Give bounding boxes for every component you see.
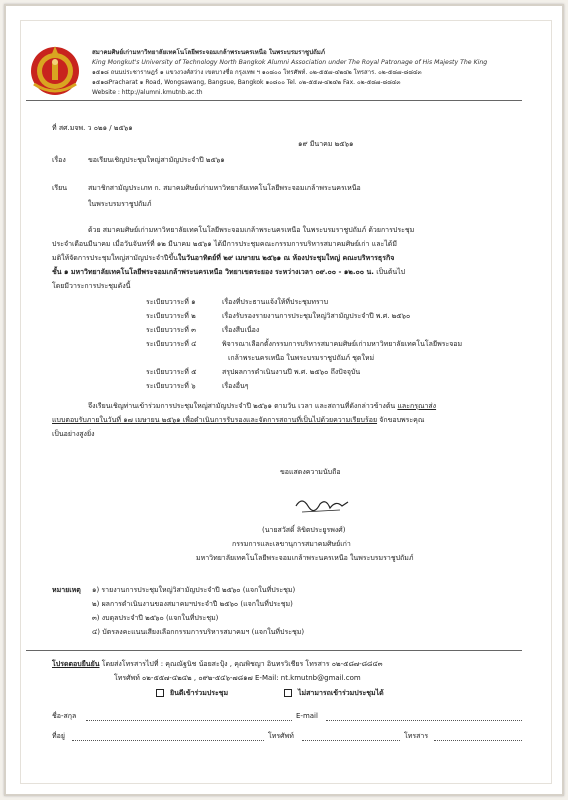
body-line-5: โดยมีวาระการประชุมดังนี้ (52, 282, 131, 290)
reply-line-2: โทรศัพท์ ๐๒-๕๕๗-๔๒๔๒ , ๐๙๒-๕๔๖-๗๘๑๗ E-Mail: nt.kmutnb@gmail.com (114, 674, 361, 682)
org-name-thai: สมาคมศิษย์เก่ามหาวิทยาลัยเทคโนโลยีพระจอมเกล้าพระนครเหนือ ในพระบรมราชูปถัมภ์ (92, 49, 325, 56)
agenda-label: ระเบียบวาระที่ ๒ (146, 312, 196, 320)
invite-line-2 (52, 416, 424, 425)
address-thai: ๑๕๑๘ ถนนประชาราษฎร์ ๑ แขวงวงศ์สว่าง เขตบางซื่อ กรุงเทพ ฯ ๑๐๘๐๐ โทรศัพท์. ๐๒-๕๕๗-๔๒๔๒ โทรสาร. ๐๒-๕๘๗-๘๘๔๓ (92, 69, 422, 76)
note-item: ๑) รายงานการประชุมใหญ่วิสามัญประจำปี ๒๕๖๐ (แจกในที่ประชุม) (92, 586, 296, 594)
meeting-venue-time: ชั้น ๑ มหาวิทยาลัยเทคโนโลยีพระจอมเกล้าพระนครเหนือ วิทยาเขตระยอง ระหว่างเวลา ๐๙.๐๐ - ๑๒.๐๐ น. (52, 268, 374, 276)
body-line-3 (52, 254, 394, 263)
agenda-label: ระเบียบวาระที่ ๓ (146, 326, 196, 334)
notes-label: หมายเหตุ (52, 586, 81, 594)
reply-label: โปรดตอบยืนยัน (52, 660, 100, 668)
association-logo-icon (26, 40, 84, 98)
closing-phrase: ขอแสดงความนับถือ (280, 468, 341, 476)
note-item: ๔) บัตรลงคะแนนเสียงเลือกกรรมการบริหารสมาคมฯ (แจกในที่ประชุม) (92, 628, 305, 636)
decline-option-label: ไม่สามารถเข้าร่วมประชุมได้ (298, 689, 384, 697)
agenda-label: ระเบียบวาระที่ ๔ (146, 340, 197, 348)
agenda-text-continued: เกล้าพระนครเหนือ ในพระบรมราชูปถัมภ์ ชุดใหม่ (228, 354, 375, 362)
invite-line-1-text: จึงเรียนเชิญท่านเข้าร่วมการประชุมใหญ่สามัญประจำปี ๒๕๖๑ ตามวัน เวลา และสถานที่ดังกล่าวข้างต้น (88, 402, 398, 410)
recipient-line-1: สมาชิกสามัญประเภท ก. สมาคมศิษย์เก่ามหาวิทยาลัยเทคโนโลยีพระจอมเกล้าพระนครเหนือ (88, 184, 361, 192)
attend-option-label: ยินดีเข้าร่วมประชุม (170, 689, 229, 697)
reference-number: ที่ สศ.มจพ. ว ๐๒๑ / ๒๕๖๑ (52, 124, 133, 132)
fax-field-label: โทรสาร (404, 732, 429, 740)
subject-text: ขอเรียนเชิญประชุมใหญ่สามัญประจำปี ๒๕๖๑ (88, 156, 225, 164)
signer-position-2: มหาวิทยาลัยเทคโนโลยีพระจอมเกล้าพระนครเหนือ ในพระบรมราชูปถัมภ์ (196, 554, 414, 562)
website-link[interactable]: Website : http://alumni.kmutnb.ac.th (92, 89, 203, 96)
email-field-label: E-mail (296, 712, 318, 720)
fax-field[interactable] (434, 740, 522, 741)
body-line-3-text: มติให้จัดการประชุมใหญ่สามัญประจำปีขึ้น (52, 254, 178, 262)
agenda-label: ระเบียบวาระที่ ๑ (146, 298, 196, 306)
body-line-4-tail: เป็นต้นไป (373, 268, 406, 276)
invite-line-1 (88, 402, 436, 411)
phone-field-label: โทรศัพท์ (268, 732, 294, 740)
org-name-english: King Mongkut's University of Technology North Bangkok Alumni Association under The Royal Patronage of His Majesty The King (92, 59, 488, 66)
agenda-text: สรุปผลการดำเนินงานปี พ.ศ. ๒๕๖๐ ถึงปัจจุบัน (222, 368, 361, 376)
note-item: ๒) ผลการดำเนินงานของสมาคมฯประจำปี ๒๕๖๐ (แจกในที่ประชุม) (92, 600, 293, 608)
signer-name: (นายสวัสดิ์ ลิขิตประยูรพงศ์) (262, 526, 346, 534)
agenda-text: เรื่องสืบเนื่อง (222, 326, 260, 334)
agenda-text: เรื่องที่ประธานแจ้งให้ที่ประชุมทราบ (222, 298, 329, 306)
signature-icon (292, 494, 352, 516)
address-english: ๑๕๑๘Pracharat ๑ Road, Wongsawang, Bangsue, Bangkok ๑๐๘๐๐ Tel. ๐๒-๕๕๗-๔๒๔๒ Fax. ๐๒-๕๘๗-๘๘๔๓ (92, 79, 401, 86)
reply-deadline: แบบตอบรับภายในวันที่ ๑๗ เมษายน ๒๕๖๑ เพื่อดำเนินการรับรองและจัดการสถานที่เป็นไปด้วยความเรียบร้อย (52, 416, 378, 424)
header-divider (26, 100, 522, 101)
agenda-label: ระเบียบวาระที่ ๕ (146, 368, 197, 376)
reply-divider (26, 650, 522, 651)
name-field[interactable] (86, 720, 292, 721)
phone-field[interactable] (302, 740, 400, 741)
agenda-text: พิจารณาเลือกตั้งกรรมการบริหารสมาคมศิษย์เก่ามหาวิทยาลัยเทคโนโลยีพระจอม (222, 340, 463, 348)
decline-checkbox[interactable] (284, 689, 292, 697)
email-field[interactable] (326, 720, 522, 721)
agenda-label: ระเบียบวาระที่ ๖ (146, 382, 196, 390)
letter-date: ๑๙ มีนาคม ๒๕๖๑ (298, 140, 354, 148)
recipient-line-2: ในพระบรมราชูปถัมภ์ (88, 200, 152, 208)
note-item: ๓) งบดุลประจำปี ๒๕๖๐ (แจกในที่ประชุม) (92, 614, 219, 622)
agenda-text: เรื่องอื่นๆ (222, 382, 249, 390)
meeting-date-place: ในวันอาทิตย์ที่ ๒๙ เมษายน ๒๕๖๑ ณ ห้องประชุมใหญ่ คณะบริหารธุรกิจ (177, 254, 395, 262)
name-field-label: ชื่อ-สกุล (52, 712, 77, 720)
body-line-1: ด้วย สมาคมศิษย์เก่ามหาวิทยาลัยเทคโนโลยีพระจอมเกล้าพระนครเหนือ ในพระบรมราชูปถัมภ์ ด้วยการประชุม (88, 226, 415, 234)
invite-line-3: เป็นอย่างสูงยิ่ง (52, 430, 95, 438)
reply-contact: โดยส่งโทรสารไปที่ : คุณณัฐนิช น้อยสะปุ้ง , คุณพิชญา อินทรวิเชียร โทรสาร ๐๒-๕๘๗-๘๘๔๓ (99, 660, 383, 668)
signer-position-1: กรรมการและเลขานุการสมาคมศิษย์เก่า (232, 540, 351, 548)
attend-checkbox[interactable] (156, 689, 164, 697)
address-field[interactable] (72, 740, 264, 741)
invite-line-2-tail: จักขอบพระคุณ (377, 416, 425, 424)
body-line-4 (52, 268, 405, 277)
recipient-label: เรียน (52, 184, 68, 192)
address-field-label: ที่อยู่ (52, 732, 65, 740)
invite-reply-request: และกรุณาส่ง (397, 402, 437, 410)
agenda-text: เรื่องรับรองรายงานการประชุมใหญ่วิสามัญประจำปี พ.ศ. ๒๕๖๐ (222, 312, 411, 320)
reply-line-1 (52, 660, 383, 669)
subject-label: เรื่อง (52, 156, 66, 164)
body-line-2: ประจำเดือนมีนาคม เมื่อวันจันทร์ที่ ๑๒ มีนาคม ๒๕๖๑ ได้มีการประชุมคณะกรรมการบริหารสมาคมศิษย์เก่า และได้มี (52, 240, 397, 248)
